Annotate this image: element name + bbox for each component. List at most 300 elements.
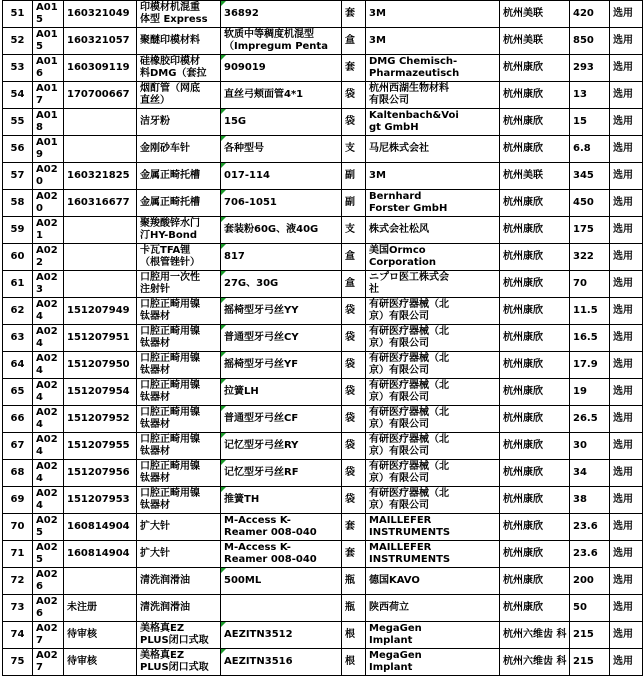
supplier-cell[interactable] (500, 622, 570, 649)
registration-id-cell[interactable] (64, 190, 137, 217)
row-number-cell[interactable] (3, 487, 33, 514)
row-number-cell[interactable] (3, 325, 33, 352)
price-cell[interactable] (570, 514, 610, 541)
price-cell[interactable] (570, 352, 610, 379)
status-text: 选用 (613, 197, 633, 208)
category-code-cell[interactable] (33, 217, 64, 244)
price-cell[interactable] (570, 298, 610, 325)
price-cell[interactable] (570, 55, 610, 82)
unit-cell[interactable] (342, 568, 366, 595)
unit-cell[interactable] (342, 244, 366, 271)
manufacturer-cell[interactable] (366, 136, 500, 163)
product-name-cell[interactable] (137, 568, 221, 595)
row-number-cell[interactable] (3, 433, 33, 460)
product-name-cell[interactable] (137, 541, 221, 568)
manufacturer-cell[interactable] (366, 190, 500, 217)
cell-indicator-mark (221, 406, 226, 411)
category-code-text: A02 4 (36, 380, 58, 403)
registration-id-cell[interactable] (64, 217, 137, 244)
status-cell[interactable] (610, 325, 643, 352)
category-code-cell[interactable] (33, 136, 64, 163)
price-cell[interactable] (570, 136, 610, 163)
row-number-cell[interactable] (3, 595, 33, 622)
status-cell[interactable] (610, 622, 643, 649)
category-code-cell[interactable] (33, 568, 64, 595)
specification-cell[interactable] (221, 433, 342, 460)
category-code-cell[interactable] (33, 325, 64, 352)
manufacturer-cell[interactable] (366, 109, 500, 136)
category-code-cell[interactable] (33, 109, 64, 136)
specification-cell[interactable] (221, 460, 342, 487)
supplier-cell[interactable] (500, 595, 570, 622)
supplier-cell[interactable] (500, 136, 570, 163)
status-cell[interactable] (610, 514, 643, 541)
specification-cell[interactable] (221, 271, 342, 298)
manufacturer-cell[interactable] (366, 514, 500, 541)
status-cell[interactable] (610, 1, 643, 28)
status-cell[interactable] (610, 55, 643, 82)
product-name-cell[interactable] (137, 271, 221, 298)
unit-cell[interactable] (342, 217, 366, 244)
supplier-cell[interactable] (500, 1, 570, 28)
table-row (3, 649, 643, 676)
product-name-cell[interactable] (137, 622, 221, 649)
supplier-cell[interactable] (500, 217, 570, 244)
row-number-text: 52 (10, 35, 25, 46)
specification-cell[interactable] (221, 514, 342, 541)
unit-cell[interactable] (342, 163, 366, 190)
registration-id-cell[interactable] (64, 433, 137, 460)
supplier-text: 杭州六维齿 科 (503, 656, 567, 667)
price-cell[interactable] (570, 82, 610, 109)
registration-id-cell[interactable] (64, 514, 137, 541)
product-name-cell[interactable] (137, 595, 221, 622)
product-name-cell[interactable] (137, 82, 221, 109)
registration-id-cell[interactable] (64, 352, 137, 379)
row-number-text: 69 (10, 494, 25, 505)
supplier-cell[interactable] (500, 406, 570, 433)
price-text: 23.6 (573, 548, 598, 559)
supplier-cell[interactable] (500, 487, 570, 514)
price-cell[interactable] (570, 271, 610, 298)
category-code-cell[interactable] (33, 433, 64, 460)
status-cell[interactable] (610, 244, 643, 271)
registration-id-cell[interactable] (64, 406, 137, 433)
supplier-cell[interactable] (500, 190, 570, 217)
row-number-cell[interactable] (3, 541, 33, 568)
price-text: 30 (573, 440, 587, 451)
manufacturer-cell[interactable] (366, 325, 500, 352)
product-name-cell[interactable] (137, 136, 221, 163)
row-number-cell[interactable] (3, 352, 33, 379)
specification-cell[interactable] (221, 55, 342, 82)
price-cell[interactable] (570, 1, 610, 28)
manufacturer-cell[interactable] (366, 487, 500, 514)
registration-id-cell[interactable] (64, 163, 137, 190)
supplier-cell[interactable] (500, 82, 570, 109)
price-cell[interactable] (570, 595, 610, 622)
manufacturer-text: MegaGen Implant (369, 623, 422, 646)
specification-text: AEZITN3516 (224, 656, 293, 667)
cell-indicator-mark (221, 433, 226, 438)
supplier-text: 杭州康欣 (503, 197, 543, 208)
manufacturer-text: 美国Ormco Corporation (369, 245, 437, 268)
registration-id-cell[interactable] (64, 460, 137, 487)
status-cell[interactable] (610, 163, 643, 190)
status-text: 选用 (613, 251, 633, 262)
unit-cell[interactable] (342, 433, 366, 460)
specification-cell[interactable] (221, 217, 342, 244)
unit-cell[interactable] (342, 460, 366, 487)
manufacturer-cell[interactable] (366, 82, 500, 109)
category-code-cell[interactable] (33, 514, 64, 541)
price-cell[interactable] (570, 568, 610, 595)
manufacturer-text: Bernhard Forster GmbH (369, 191, 448, 214)
supplier-text: 杭州康欣 (503, 575, 543, 586)
unit-cell[interactable] (342, 55, 366, 82)
row-number-cell[interactable] (3, 460, 33, 487)
specification-cell[interactable] (221, 406, 342, 433)
unit-cell[interactable] (342, 28, 366, 55)
product-name-text: 硅橡胶印模材 料DMG（套拉 (140, 56, 207, 79)
price-cell[interactable] (570, 406, 610, 433)
manufacturer-cell[interactable] (366, 244, 500, 271)
manufacturer-cell[interactable] (366, 460, 500, 487)
category-code-cell[interactable] (33, 352, 64, 379)
supplier-cell[interactable] (500, 55, 570, 82)
row-number-cell[interactable] (3, 1, 33, 28)
supplier-cell[interactable] (500, 649, 570, 676)
row-number-cell[interactable] (3, 109, 33, 136)
product-name-cell[interactable] (137, 244, 221, 271)
unit-cell[interactable] (342, 406, 366, 433)
row-number-cell[interactable] (3, 82, 33, 109)
manufacturer-text: 有研医疗器械（北 京）有限公司 (369, 380, 449, 403)
supplier-cell[interactable] (500, 163, 570, 190)
category-code-cell[interactable] (33, 379, 64, 406)
category-code-cell[interactable] (33, 487, 64, 514)
manufacturer-cell[interactable] (366, 163, 500, 190)
specification-text: M-Access K- Reamer 008-040 (224, 515, 317, 538)
registration-id-cell[interactable] (64, 271, 137, 298)
status-cell[interactable] (610, 433, 643, 460)
product-name-cell[interactable] (137, 1, 221, 28)
unit-cell[interactable] (342, 379, 366, 406)
price-cell[interactable] (570, 28, 610, 55)
specification-cell[interactable] (221, 136, 342, 163)
unit-text: 袋 (345, 359, 355, 370)
unit-cell[interactable] (342, 109, 366, 136)
table-row (3, 1, 643, 28)
manufacturer-cell[interactable] (366, 352, 500, 379)
manufacturer-text: MegaGen Implant (369, 650, 422, 673)
registration-id-cell[interactable] (64, 109, 137, 136)
unit-cell[interactable] (342, 1, 366, 28)
product-name-cell[interactable] (137, 379, 221, 406)
unit-cell[interactable] (342, 271, 366, 298)
registration-id-cell[interactable] (64, 244, 137, 271)
row-number-cell[interactable] (3, 55, 33, 82)
row-number-cell[interactable] (3, 271, 33, 298)
category-code-cell[interactable] (33, 82, 64, 109)
product-name-cell[interactable] (137, 433, 221, 460)
supplier-cell[interactable] (500, 244, 570, 271)
category-code-cell[interactable] (33, 541, 64, 568)
category-code-cell[interactable] (33, 163, 64, 190)
product-name-cell[interactable] (137, 217, 221, 244)
specification-text: 直丝弓颊面管4*1 (224, 89, 304, 100)
status-cell[interactable] (610, 109, 643, 136)
product-name-cell[interactable] (137, 325, 221, 352)
manufacturer-cell[interactable] (366, 406, 500, 433)
status-cell[interactable] (610, 379, 643, 406)
manufacturer-cell[interactable] (366, 379, 500, 406)
price-cell[interactable] (570, 163, 610, 190)
row-number-cell[interactable] (3, 622, 33, 649)
category-code-cell[interactable] (33, 28, 64, 55)
specification-cell[interactable] (221, 109, 342, 136)
price-cell[interactable] (570, 487, 610, 514)
supplier-cell[interactable] (500, 325, 570, 352)
specification-cell[interactable] (221, 244, 342, 271)
status-cell[interactable] (610, 460, 643, 487)
unit-cell[interactable] (342, 352, 366, 379)
unit-cell[interactable] (342, 595, 366, 622)
product-name-cell[interactable] (137, 298, 221, 325)
unit-cell[interactable] (342, 622, 366, 649)
price-cell[interactable] (570, 541, 610, 568)
unit-cell[interactable] (342, 136, 366, 163)
unit-cell[interactable] (342, 298, 366, 325)
price-cell[interactable] (570, 649, 610, 676)
supplier-cell[interactable] (500, 568, 570, 595)
product-name-cell[interactable] (137, 190, 221, 217)
registration-id-cell[interactable] (64, 487, 137, 514)
row-number-cell[interactable] (3, 163, 33, 190)
price-cell[interactable] (570, 109, 610, 136)
status-cell[interactable] (610, 568, 643, 595)
supplier-cell[interactable] (500, 352, 570, 379)
unit-cell[interactable] (342, 82, 366, 109)
row-number-cell[interactable] (3, 28, 33, 55)
category-code-cell[interactable] (33, 190, 64, 217)
specification-cell[interactable] (221, 325, 342, 352)
product-name-text: 口腔正畸用镍 钛器材 (140, 353, 200, 376)
row-number-cell[interactable] (3, 217, 33, 244)
product-name-cell[interactable] (137, 109, 221, 136)
manufacturer-cell[interactable] (366, 28, 500, 55)
specification-cell[interactable] (221, 190, 342, 217)
category-code-cell[interactable] (33, 595, 64, 622)
status-cell[interactable] (610, 82, 643, 109)
product-name-cell[interactable] (137, 460, 221, 487)
status-text: 选用 (613, 224, 633, 235)
specification-cell[interactable] (221, 82, 342, 109)
registration-id-cell[interactable] (64, 298, 137, 325)
status-cell[interactable] (610, 649, 643, 676)
category-code-text: A02 4 (36, 353, 58, 376)
row-number-cell[interactable] (3, 514, 33, 541)
status-text: 选用 (613, 89, 633, 100)
manufacturer-cell[interactable] (366, 622, 500, 649)
specification-cell[interactable] (221, 28, 342, 55)
manufacturer-cell[interactable] (366, 568, 500, 595)
registration-id-text: 151207952 (67, 413, 130, 424)
registration-id-cell[interactable] (64, 1, 137, 28)
unit-cell[interactable] (342, 325, 366, 352)
status-cell[interactable] (610, 352, 643, 379)
status-cell[interactable] (610, 541, 643, 568)
status-cell[interactable] (610, 190, 643, 217)
product-name-text: 印模材机混重 体型 Express (140, 2, 208, 25)
manufacturer-cell[interactable] (366, 271, 500, 298)
manufacturer-cell[interactable] (366, 541, 500, 568)
unit-cell[interactable] (342, 514, 366, 541)
price-cell[interactable] (570, 190, 610, 217)
unit-text: 套 (345, 62, 355, 73)
row-number-cell[interactable] (3, 298, 33, 325)
specification-cell[interactable] (221, 487, 342, 514)
row-number-cell[interactable] (3, 406, 33, 433)
category-code-text: A02 4 (36, 407, 58, 430)
row-number-text: 56 (10, 143, 25, 154)
price-cell[interactable] (570, 244, 610, 271)
supplier-cell[interactable] (500, 460, 570, 487)
supplier-cell[interactable] (500, 379, 570, 406)
cell-indicator-mark (221, 1, 226, 6)
table-row (3, 433, 643, 460)
manufacturer-cell[interactable] (366, 217, 500, 244)
manufacturer-cell[interactable] (366, 649, 500, 676)
registration-id-cell[interactable] (64, 568, 137, 595)
unit-text: 套 (345, 8, 355, 19)
row-number-cell[interactable] (3, 568, 33, 595)
specification-cell[interactable] (221, 649, 342, 676)
status-cell[interactable] (610, 595, 643, 622)
row-number-cell[interactable] (3, 649, 33, 676)
supplier-cell[interactable] (500, 28, 570, 55)
supplier-cell[interactable] (500, 298, 570, 325)
registration-id-cell[interactable] (64, 82, 137, 109)
status-cell[interactable] (610, 217, 643, 244)
price-cell[interactable] (570, 379, 610, 406)
unit-cell[interactable] (342, 541, 366, 568)
category-code-cell[interactable] (33, 622, 64, 649)
row-number-cell[interactable] (3, 379, 33, 406)
specification-cell[interactable] (221, 1, 342, 28)
status-cell[interactable] (610, 136, 643, 163)
supplier-cell[interactable] (500, 271, 570, 298)
status-text: 选用 (613, 305, 633, 316)
specification-cell[interactable] (221, 298, 342, 325)
table-row (3, 487, 643, 514)
registration-id-cell[interactable] (64, 649, 137, 676)
category-code-cell[interactable] (33, 406, 64, 433)
registration-id-cell[interactable] (64, 136, 137, 163)
row-number-text: 54 (10, 89, 25, 100)
status-cell[interactable] (610, 271, 643, 298)
product-name-cell[interactable] (137, 514, 221, 541)
supplier-cell[interactable] (500, 109, 570, 136)
specification-cell[interactable] (221, 541, 342, 568)
specification-cell[interactable] (221, 352, 342, 379)
supplier-text: 杭州康欣 (503, 116, 543, 127)
registration-id-cell[interactable] (64, 622, 137, 649)
product-name-cell[interactable] (137, 487, 221, 514)
category-code-cell[interactable] (33, 271, 64, 298)
row-number-cell[interactable] (3, 190, 33, 217)
status-text: 选用 (613, 170, 633, 181)
manufacturer-cell[interactable] (366, 1, 500, 28)
registration-id-cell[interactable] (64, 379, 137, 406)
product-name-text: 美格真EZ PLUS闭口式取 (140, 650, 209, 673)
row-number-cell[interactable] (3, 136, 33, 163)
specification-text: 36892 (224, 8, 259, 19)
product-name-cell[interactable] (137, 55, 221, 82)
category-code-cell[interactable] (33, 1, 64, 28)
category-code-cell[interactable] (33, 298, 64, 325)
product-name-cell[interactable] (137, 649, 221, 676)
manufacturer-cell[interactable] (366, 595, 500, 622)
supplier-cell[interactable] (500, 541, 570, 568)
category-code-cell[interactable] (33, 55, 64, 82)
manufacturer-cell[interactable] (366, 433, 500, 460)
unit-cell[interactable] (342, 190, 366, 217)
price-text: 345 (573, 170, 594, 181)
registration-id-cell[interactable] (64, 541, 137, 568)
row-number-cell[interactable] (3, 244, 33, 271)
supplier-cell[interactable] (500, 433, 570, 460)
specification-cell[interactable] (221, 568, 342, 595)
price-cell[interactable] (570, 433, 610, 460)
price-cell[interactable] (570, 217, 610, 244)
supplier-text: 杭州美联 (503, 170, 543, 181)
status-cell[interactable] (610, 28, 643, 55)
category-code-text: A02 4 (36, 461, 58, 484)
unit-cell[interactable] (342, 649, 366, 676)
registration-id-cell[interactable] (64, 325, 137, 352)
specification-cell[interactable] (221, 595, 342, 622)
specification-cell[interactable] (221, 622, 342, 649)
product-name-cell[interactable] (137, 406, 221, 433)
supplier-cell[interactable] (500, 514, 570, 541)
specification-cell[interactable] (221, 163, 342, 190)
status-cell[interactable] (610, 298, 643, 325)
cell-indicator-mark (221, 568, 226, 573)
price-text: 19 (573, 386, 587, 397)
table-row (3, 109, 643, 136)
manufacturer-cell[interactable] (366, 55, 500, 82)
product-name-cell[interactable] (137, 352, 221, 379)
product-name-cell[interactable] (137, 28, 221, 55)
registration-id-cell[interactable] (64, 55, 137, 82)
manufacturer-cell[interactable] (366, 298, 500, 325)
price-text: 50 (573, 602, 587, 613)
registration-id-cell[interactable] (64, 595, 137, 622)
price-cell[interactable] (570, 325, 610, 352)
category-code-cell[interactable] (33, 649, 64, 676)
price-cell[interactable] (570, 460, 610, 487)
status-cell[interactable] (610, 487, 643, 514)
status-cell[interactable] (610, 406, 643, 433)
product-name-cell[interactable] (137, 163, 221, 190)
registration-id-cell[interactable] (64, 28, 137, 55)
specification-cell[interactable] (221, 379, 342, 406)
category-code-cell[interactable] (33, 244, 64, 271)
price-cell[interactable] (570, 622, 610, 649)
unit-cell[interactable] (342, 487, 366, 514)
category-code-cell[interactable] (33, 460, 64, 487)
